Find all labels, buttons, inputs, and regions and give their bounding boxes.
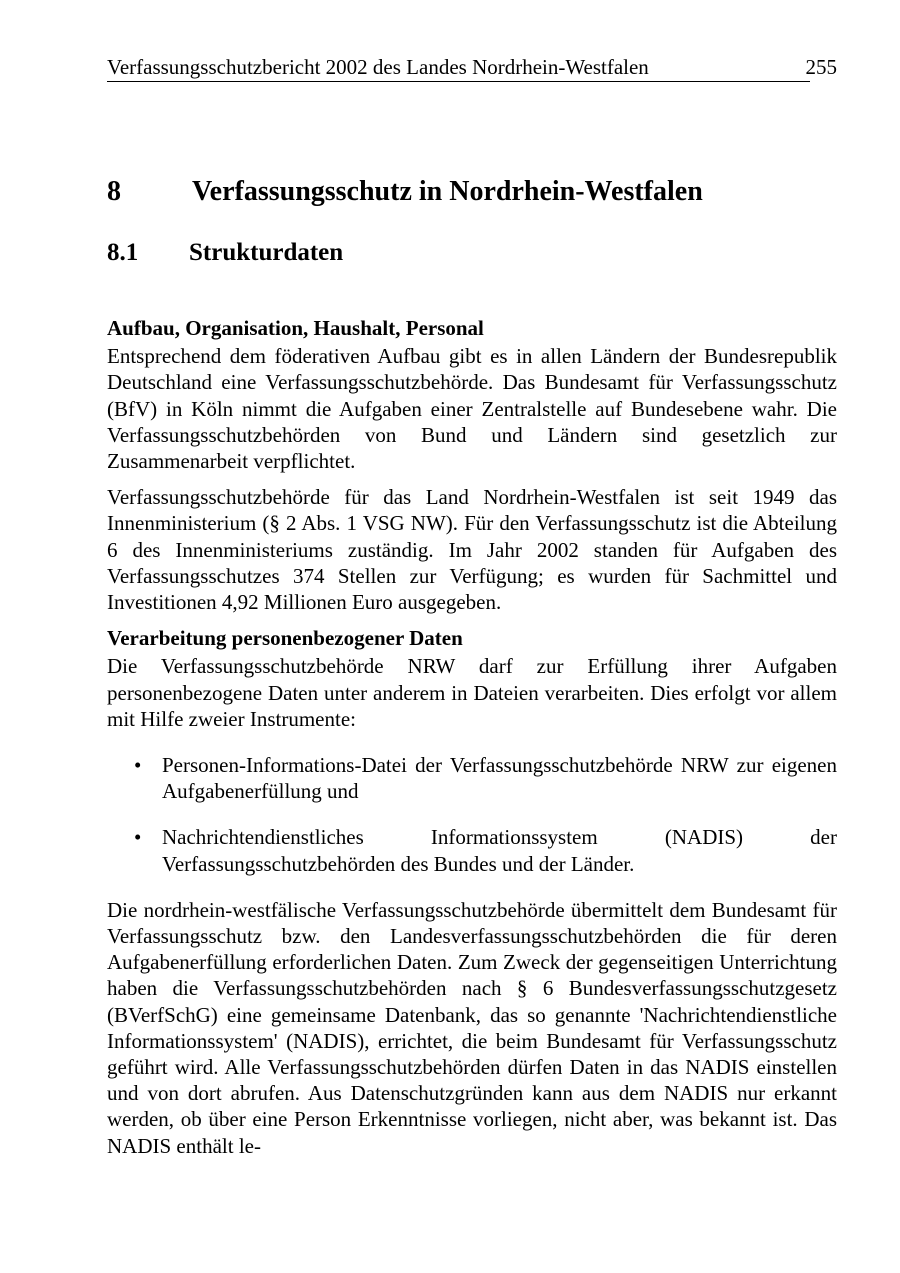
- paragraph-foederativ: Entsprechend dem föderativen Aufbau gibt es in allen Ländern der Bundesrepublik Deutschland eine Verfassungsschutzbehörde. Das Bundesamt für Verfassungsschutz (BfV) in Köln nimmt die Aufgaben einer Zentralstelle auf Bundesebene wahr. Die Verfassungsschutzbehörden von Bund und Ländern sind gesetzlich zur Zusammenarbeit verpflichtet.: [107, 344, 837, 474]
- section-title: Strukturdaten: [189, 239, 344, 266]
- bullet-icon: •: [134, 825, 142, 850]
- section-number: 8.1: [107, 239, 139, 266]
- paragraph-innenministerium: Verfassungsschutzbehörde für das Land Nordrhein-Westfalen ist seit 1949 das Innenministerium (§ 2 Abs. 1 VSG NW). Für den Verfassungsschutz ist die Abteilung 6 des Innenministeriums zuständig. Im Jahr 2002 standen für Aufgaben des Verfassungsschutzes 374 Stellen zur Verfügung; es wurden für Sachmittel und Investitionen 4,92 Millionen Euro ausgegeben.: [107, 485, 837, 615]
- header-rule: [107, 81, 810, 82]
- body-text: [107, 315, 837, 1159]
- paragraph-nadis: Die nordrhein-westfälische Verfassungsschutzbehörde übermittelt dem Bundesamt für Verfassungsschutz bzw. den Landesverfassungsschutzbehörden die für deren Aufgabenerfüllung erforderlichen Daten. Zum Zweck der gegenseitigen Unterrichtung haben die Verfassungsschutzbehörden nach § 6 Bundesverfassungsschutzgesetz (BVerfSchG) eine gemeinsame Datenbank, das so genannte 'Nachrichtendienstliche Informationssystem' (NADIS), errichtet, die beim Bundesamt für Verfassungsschutz geführt wird. Alle Verfassungsschutzbehörden dürfen Daten in das NADIS einstellen und von dort abrufen. Aus Datenschutzgründen kann aus dem NADIS nur erkannt werden, ob über eine Person Erkenntnisse vorliegen, nicht aber, was bekannt ist. Das NADIS enthält le-: [107, 897, 837, 1158]
- instrument-list: [107, 752, 837, 877]
- section-heading: [107, 236, 343, 270]
- page-number: 255: [805, 55, 837, 79]
- list-item-text: Nachrichtendienstliches Informationssystem (NADIS) der Verfassungsschutzbehörden des Bundes und der Länder.: [162, 825, 837, 876]
- list-item: [107, 752, 837, 804]
- subheading-aufbau: Aufbau, Organisation, Haushalt, Personal: [107, 316, 484, 340]
- list-item-text: Personen-Informations-Datei der Verfassungsschutzbehörde NRW zur eigenen Aufgabenerfüllung und: [162, 753, 837, 804]
- chapter-title: Verfassungsschutz in Nordrhein-Westfalen: [192, 176, 703, 207]
- subheading-datenverarbeitung: Verarbeitung personenbezogener Daten: [107, 626, 463, 651]
- list-item: [107, 824, 837, 876]
- paragraph-instrumente: Die Verfassungsschutzbehörde NRW darf zur Erfüllung ihrer Aufgaben personenbezogene Daten unter anderem in Dateien verarbeiten. Dies erfolgt vor allem mit Hilfe zweier Instrumente:: [107, 654, 837, 731]
- chapter-number: 8: [107, 176, 121, 207]
- chapter-heading: [107, 172, 703, 212]
- bullet-icon: •: [134, 753, 142, 778]
- running-title: Verfassungsschutzbericht 2002 des Landes Nordrhein-Westfalen: [107, 55, 649, 79]
